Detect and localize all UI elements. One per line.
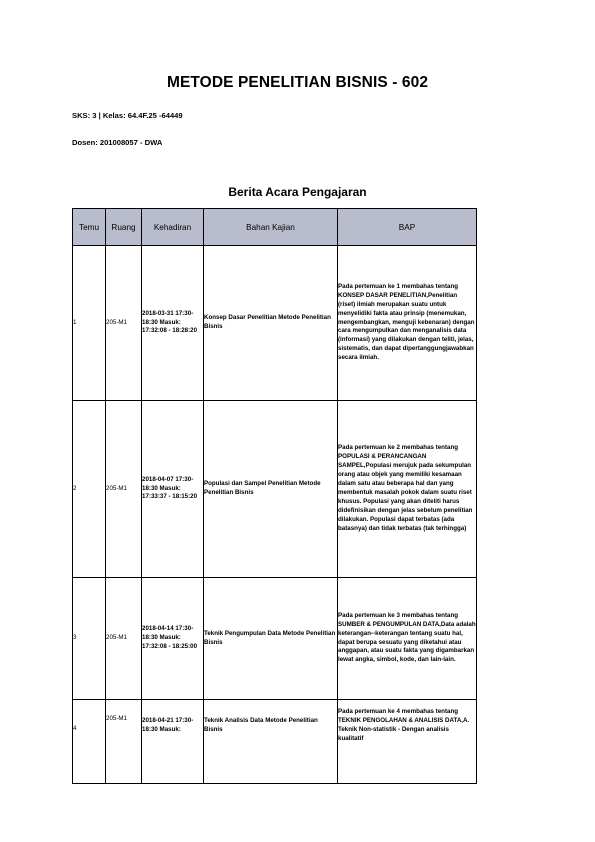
table-row <box>73 578 477 700</box>
header-bap: BAP <box>338 209 477 246</box>
cell-kehadiran: 2018-04-21 17:30-18:30 Masuk: <box>142 700 204 784</box>
cell-bap: Pada pertemuan ke 4 membahas tentang TEKNIK PENGOLAHAN & ANALISIS DATA,A. Teknik Non-statistik - Dengan analisis kualitatif <box>338 700 477 784</box>
header-temu: Temu <box>73 209 106 246</box>
cell-bap: Pada pertemuan ke 1 membahas tentang KONSEP DASAR PENELITIAN,Penelitian (riset) ilmiah merupakan suatu untuk menyelidiki fakta atau prinsip (menemukan, mengembangkan, menguji kebenaran) dengan cara mengumpulkan dan menganalisis data (informasi) yang dilakukan dengan teliti, jelas, sistematis, dan dapat dipertanggungjawabkan secara ilmiah. <box>338 246 477 401</box>
cell-kehadiran: 2018-04-07 17:30-18:30 Masuk: 17:33:37 - 18:15:20 <box>142 401 204 578</box>
cell-ruang: 205-M1 <box>106 578 142 700</box>
table-row <box>73 246 477 401</box>
cell-kehadiran: 2018-04-14 17:30-18:30 Masuk: 17:32:08 - 18:25:00 <box>142 578 204 700</box>
cell-bahan-kajian: Teknik Analisis Data Metode Penelitian Bisnis <box>204 700 338 784</box>
cell-temu: 3 <box>73 578 106 700</box>
dosen-info: Dosen: 201008057 - DWA <box>72 138 163 147</box>
cell-bahan-kajian: Populasi dan Sampel Penelitian Metode Penelitian Bisnis <box>204 401 338 578</box>
cell-temu: 2 <box>73 401 106 578</box>
cell-temu: 1 <box>73 246 106 401</box>
header-kehadiran: Kehadiran <box>142 209 204 246</box>
cell-bap: Pada pertemuan ke 3 membahas tentang SUMBER & PENGUMPULAN DATA,Data adalah keterangan--keterangan tentang suatu hal, dapat berupa sesuatu yang diketahui atau anggapan, atau suatu fakta yang digambarkan lewat angka, simbol, kode, dan lain-lain. <box>338 578 477 700</box>
section-title: Berita Acara Pengajaran <box>228 185 367 199</box>
cell-bahan-kajian: Konsep Dasar Penelitian Metode Penelitian Bisnis <box>204 246 338 401</box>
cell-temu: 4 <box>73 700 106 784</box>
document-title: METODE PENELITIAN BISNIS - 602 <box>166 74 429 91</box>
table-header-row <box>73 209 477 246</box>
berita-acara-table <box>72 208 477 784</box>
cell-kehadiran: 2018-03-31 17:30-18:30 Masuk: 17:32:08 - 18:28:20 <box>142 246 204 401</box>
sks-kelas-info: SKS: 3 | Kelas: 64.4F.25 -64449 <box>72 111 183 120</box>
cell-ruang: 205-M1 <box>106 246 142 401</box>
cell-bap: Pada pertemuan ke 2 membahas tentang POPULASI & PERANCANGAN SAMPEL,Populasi merujuk pada sekumpulan orang atau objek yang memiliki kesamaan dalam satu atau beberapa hal dan yang membentuk masalah pokok dalam suatu riset khusus. Populasi yang akan diteliti harus didefinisikan dengan jelas sebelum penelitian dilakukan. Populasi dapat terbatas (ada batasnya) dan tidak terbatas (tak terhingga) <box>338 401 477 578</box>
table-row <box>73 700 477 784</box>
table-row <box>73 401 477 578</box>
header-ruang: Ruang <box>106 209 142 246</box>
cell-bahan-kajian: Teknik Pengumpulan Data Metode Penelitian Bisnis <box>204 578 338 700</box>
header-bahan-kajian: Bahan Kajian <box>204 209 338 246</box>
cell-ruang: 205-M1 <box>106 401 142 578</box>
cell-ruang: 205-M1 <box>106 700 142 784</box>
